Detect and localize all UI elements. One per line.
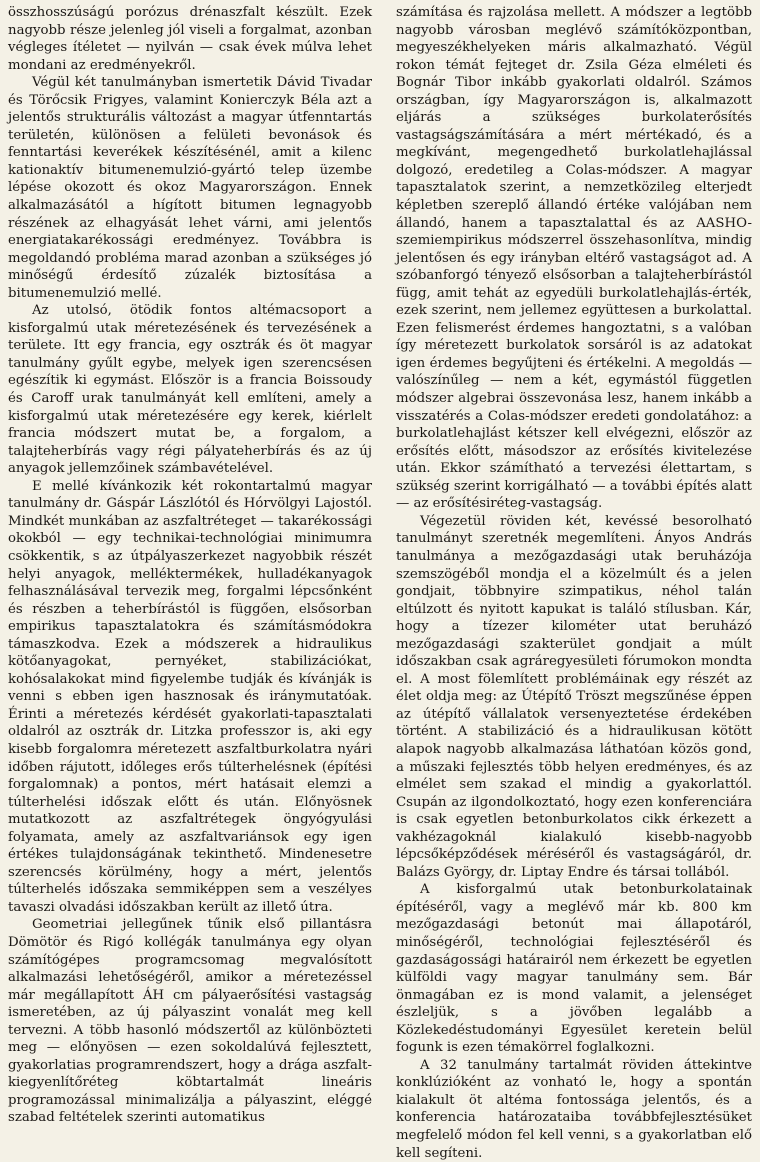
paragraph: Geometriai jellegűnek tűnik első pillantásra Dömötör és Rigó kollégák tanulmánya egy olyan számítógépes programcsomag megvalósított alkalmazási lehetőségéről, amikor a méretezéssel már megállapított ÁH cm pályaerősítési vastagság ismeretében, az új pályaszint vonalát meg kell tervezni. A több hasonló módszertől az különbözteti meg — előnyösen — ezen sokoldalúvá fejlesztett, gyakorlatias programrendszert, hogy a drága aszfalt-kiegyenlítőréteg köbtartalmát lineáris programozással minimalizálja a pályaszint, eléggé szabad feltételek szerinti automatikus bbox=[8, 917, 372, 1126]
paragraph: Végezetül röviden két, kevéssé besorolható tanulmányt szeretnék megemlíteni. Ányos András tanulmánya a mezőgazdasági utak beruházója szemszögéből mondja el a közelmúlt és a jelen gondjait, többnyire szimpatikus, néhol talán eltúlzott és nyitott kapukat is találó stílusban. Kár, hogy a tízezer kilométer utat beruházó mezőgazdasági szakterület gondjait a múlt időszakban csak agráregyesületi fórumokon mondta el. A most fölemlített problémáinak egy részét az élet oldja meg: az Útépítő Tröszt megszűnése éppen az útépítő vállalatok versenyeztetése érdekében történt. A stabilizáció és a hidraulikusan kötött alapok nagyobb alkalmazása láthatóan közös gond, a műszaki fejlesztés több helyen eredményes, és az elmélet sem szakad el mindig a gyakorlattól. Csupán az ilgondolkoztató, hogy ezen konferenciára is csak egyetlen betonburkolatos cikk érkezett a vakhézagoknál kialakuló kisebb-nagyobb lépcsőképződések méréséről és vastagságáról, dr. Balázs György, dr. Liptay Endre és társai tollából. bbox=[396, 513, 752, 880]
right-column bbox=[396, 4, 752, 1162]
left-column bbox=[8, 4, 372, 1127]
paragraph: A 32 tanulmány tartalmát röviden áttekintve konklúzióként az vonható le, hogy a spontán kialakult öt altéma fontossága jelentős, és a konferencia határozataiba továbbfejlesztésüket megfelelő módon fel kell venni, s a gyakorlatban elő kell segíteni. bbox=[396, 1057, 752, 1161]
paragraph: A kisforgalmú utak betonburkolatainak építéséről, vagy a meglévő már kb. 800 km mezőgazdasági betonút mai állapotáról, minőségéről, technológiai fejlesztéséről és gazdaságossági határairól nem érkezett be egyetlen külföldi vagy magyar tanulmány sem. Bár önmagában ez is mond valamit, a jelenséget észleljük, s a jövőben legalább a Közlekedéstudományi Egyesület keretein belül fogunk is ezen témakörrel foglalkozni. bbox=[396, 882, 752, 1056]
paragraph: E mellé kívánkozik két rokontartalmú magyar tanulmány dr. Gáspár Lászlótól és Hórvölgyi Lajostól. Mindkét munkában az aszfaltréteget — takarékossági okokból — egy technikai-technológiai minimumra csökkentik, s az útpályaszerkezet nagyobbik részét helyi anyagok, melléktermékek, hulladékanyagok felhasználásával tervezik meg, forgalmi lépcsőnként és részben a teherbírástól is függően, elsősorban empirikus tapasztalatokra és számításmódokra támaszkodva. Ezek a módszerek a hidraulikus kötőanyagokat, pernyéket, stabilizációkat, kohósalakokat mind figyelembe tudják és kívánják is venni s ebben igen hasznosak és iránymutatóak. Érinti a méretezés kérdését gyakorlati-tapasztalati oldalról az osztrák dr. Litzka professzor is, aki egy kisebb forgalomra méretezett aszfaltburkolatra nyári időben rájutott, időleges erős túlterhelésnek (építési forgalomnak) a pontos, mért hatásait elemzi a túlterhelési időszak előtt és után. Előnyösnek mutatkozott az aszfaltrétegek öngyógyulási folyamata, amely az aszfaltvariánsok egy igen értékes tulajdonságának tekinthető. Mindenesetre szerencsés körülmény, hogy a mért, jelentős túlterhelés időszaka semmiképpen sem a veszélyes tavaszi olvadási időszakban került az illető útra. bbox=[8, 478, 372, 915]
paragraph: számítása és rajzolása mellett. A módszer a legtöbb nagyobb városban meglévő számítóközpontban, megyeszékhelyeken máris alkalmazható. Végül rokon témát fejteget dr. Zsila Géza elméleti és Bognár Tibor inkább gyakorlati oldalról. Számos országban, így Magyarországon is, alkalmazott eljárás a szükséges burkolaterősítés vastagságszámítására a mért mértékadó, és a megkívánt, megengedhető burkolatlehajlással dolgozó, eredetileg a Colas-módszer. A magyar tapasztalatok szerint, a nemzetközileg elterjedt képletben szereplő állandó értéke valójában nem állandó, hanem a tapasztalattal és az AASHO-szemiempirikus módszerrel összehasonlítva, mindig jelentősen és egy irányban eltérő vastagságot ad. A szóbanforgó tényező elsősorban a talajteherbírástól függ, amit tehát az egyedüli burkolatlehajlás-érték, ezek szerint, nem jellemez együttesen a burkolattal. Ezen felismerést érdemes hangoztatni, s a valóban így méretezett burkolatok sorsáról is az adatokat igen érdemes begyűjteni és értékelni. A megoldás — valószínűleg — nem a két, egymástól független módszer algebrai összevonása lesz, hanem inkább a visszatérés a Colas-módszer eredeti gondolatához: a burkolatlehajlást kétszer kell elvégezni, először az erősítés előtt, másodszor az erősítés kivitelezése után. Ekkor számítható a tervezési élettartam, s szükség szerint korrigálható — a további építés alatt — az erősítésiréteg-vastagság. bbox=[396, 5, 752, 512]
paragraph: Az utolsó, ötödik fontos altémacsoport a kisforgalmú utak méretezésének és tervezésének a területe. Itt egy francia, egy osztrák és öt magyar tanulmány gyűlt egybe, melyek igen szerencsésen egészítik ki egymást. Először is a francia Boissoudy és Caroff urak tanulmányát kell említeni, amely a kisforgalmú utak méretezésére egy kerek, kiérlelt francia módszert mutat be, a forgalom, a talajteherbírás vagy régi pályateherbírás és az új anyagok jellemzőinek számbavételével. bbox=[8, 303, 372, 477]
paragraph: Végül két tanulmányban ismertetik Dávid Tivadar és Törőcsik Frigyes, valamint Konierczyk Béla azt a jelentős strukturális változást a magyar útfenntartás területén, különösen a felületi bevonások és fenntartási keverékek készítésénél, amit a kilenc kationaktív bitumenemulzió-gyártó telep üzembe lépése okozott és okoz Magyarországon. Ennek alkalmazásától a hígított bitumen legnagyobb részének az elhagyását lehet várni, ami jelentős energiatakarékossági eredményez. Továbbra is megoldandó probléma marad azonban a szükséges jó minőségű érdesítő zúzalék biztosítása a bitumenemulzió mellé. bbox=[8, 75, 372, 301]
paragraph: összhosszúságú porózus drénaszfalt készült. Ezek nagyobb része jelenleg jól viseli a forgalmat, azonban végleges ítéletet — nyilván — csak évek múlva lehet mondani az eredményekről. bbox=[8, 5, 372, 73]
